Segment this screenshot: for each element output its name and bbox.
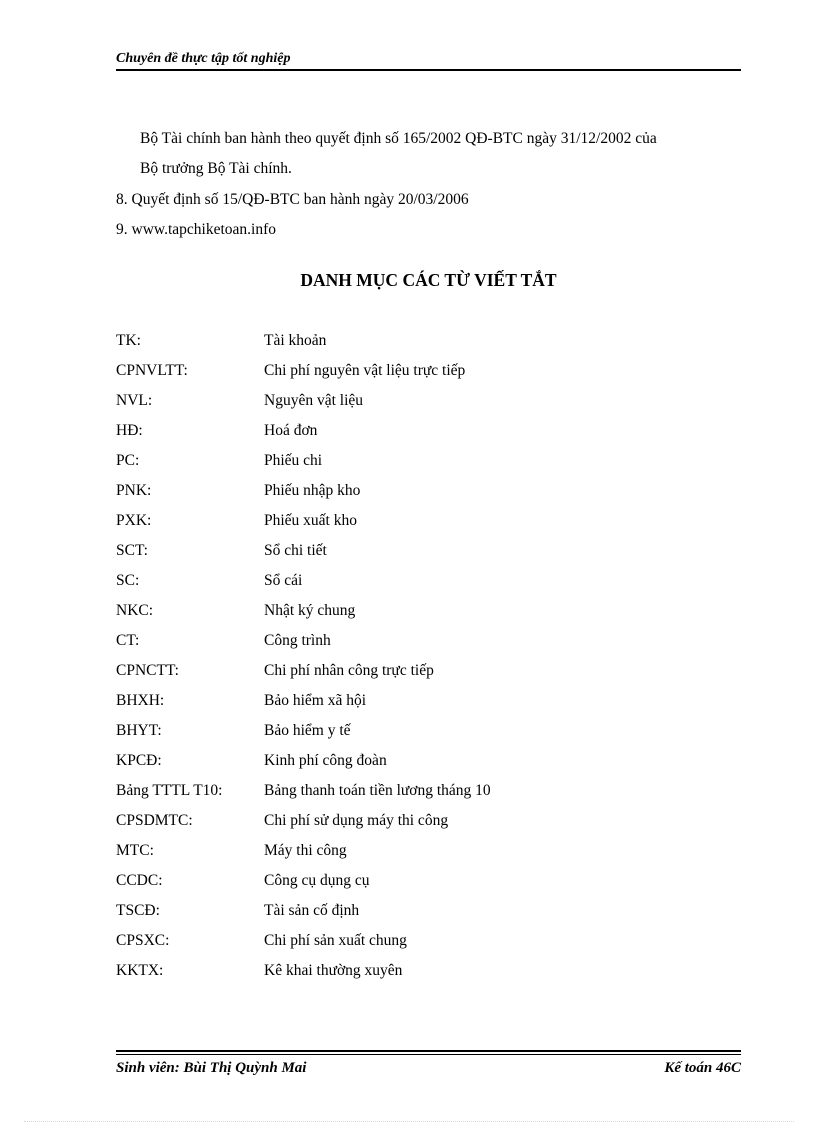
header-divider bbox=[116, 69, 741, 71]
abbreviation-row bbox=[116, 452, 741, 482]
reference-9: 9. www.tapchiketoan.info bbox=[116, 221, 276, 238]
page-header bbox=[116, 50, 741, 71]
abbreviation-meaning: Tài khoản bbox=[264, 332, 327, 349]
abbreviation-meaning: Chi phí nhân công trực tiếp bbox=[264, 662, 434, 679]
abbreviation-code: SC: bbox=[116, 572, 140, 589]
abbreviation-code: BHYT: bbox=[116, 722, 162, 739]
abbreviation-meaning: Kê khai thường xuyên bbox=[264, 962, 403, 979]
abbreviation-row bbox=[116, 722, 741, 752]
page-footer bbox=[116, 1050, 741, 1077]
abbreviation-code: KPCĐ: bbox=[116, 752, 162, 769]
abbreviation-row bbox=[116, 962, 741, 992]
abbreviation-meaning: Tài sản cố định bbox=[264, 902, 360, 919]
abbreviation-meaning: Công cụ dụng cụ bbox=[264, 872, 370, 889]
abbreviation-meaning: Bảo hiểm y tế bbox=[264, 722, 351, 739]
abbreviation-row bbox=[116, 902, 741, 932]
class-name: Kế toán 46C bbox=[664, 1060, 741, 1076]
abbreviation-code: CPNCTT: bbox=[116, 662, 179, 679]
abbreviation-row bbox=[116, 872, 741, 902]
abbreviation-meaning: Máy thi công bbox=[264, 842, 347, 859]
abbreviation-row bbox=[116, 332, 741, 362]
abbreviation-code: HĐ: bbox=[116, 422, 143, 439]
abbreviation-code: TSCĐ: bbox=[116, 902, 160, 919]
student-name: Sinh viên: Bùi Thị Quỳnh Mai bbox=[116, 1060, 307, 1076]
page-edge bbox=[24, 1121, 794, 1122]
abbreviation-meaning: Công trình bbox=[264, 632, 331, 649]
abbreviation-row bbox=[116, 602, 741, 632]
abbreviation-row bbox=[116, 662, 741, 692]
abbreviation-row bbox=[116, 692, 741, 722]
abbreviation-code: MTC: bbox=[116, 842, 154, 859]
footer-divider-thin bbox=[116, 1054, 741, 1055]
abbreviation-row bbox=[116, 572, 741, 602]
abbreviation-code: CPSDMTC: bbox=[116, 812, 193, 829]
abbreviation-code: CCDC: bbox=[116, 872, 163, 889]
reference-7-line-1: Bộ Tài chính ban hành theo quyết định số 165/2002 QĐ-BTC ngày 31/12/2002 của bbox=[140, 130, 657, 147]
abbreviation-row bbox=[116, 752, 741, 782]
abbreviation-code: TK: bbox=[116, 332, 141, 349]
abbreviation-row bbox=[116, 422, 741, 452]
abbreviation-code: KKTX: bbox=[116, 962, 164, 979]
abbreviation-code: BHXH: bbox=[116, 692, 165, 709]
abbreviation-code: Bảng TTTL T10: bbox=[116, 782, 223, 799]
abbreviation-row bbox=[116, 392, 741, 422]
reference-8: 8. Quyết định số 15/QĐ-BTC ban hành ngày 20/03/2006 bbox=[116, 191, 469, 208]
abbreviation-code: CT: bbox=[116, 632, 140, 649]
abbreviation-code: PXK: bbox=[116, 512, 152, 529]
abbreviation-row bbox=[116, 542, 741, 572]
abbreviation-code: CPNVLTT: bbox=[116, 362, 188, 379]
reference-7-line-2: Bộ trưởng Bộ Tài chính. bbox=[140, 160, 292, 177]
abbreviation-code: NKC: bbox=[116, 602, 154, 619]
abbreviation-meaning: Kinh phí công đoàn bbox=[264, 752, 387, 769]
abbreviation-row bbox=[116, 842, 741, 872]
abbreviation-meaning: Nguyên vật liệu bbox=[264, 392, 364, 409]
footer-divider-thick bbox=[116, 1050, 741, 1052]
abbreviation-row bbox=[116, 362, 741, 392]
abbreviation-meaning: Chi phí nguyên vật liệu trực tiếp bbox=[264, 362, 466, 379]
abbreviation-row bbox=[116, 812, 741, 842]
abbreviation-meaning: Hoá đơn bbox=[264, 422, 318, 439]
abbreviation-code: NVL: bbox=[116, 392, 153, 409]
abbreviation-meaning: Bảng thanh toán tiền lương tháng 10 bbox=[264, 782, 491, 799]
abbreviation-meaning: Sổ cái bbox=[264, 572, 303, 589]
abbreviation-row bbox=[116, 512, 741, 542]
abbreviation-meaning: Nhật ký chung bbox=[264, 602, 356, 619]
section-heading: DANH MỤC CÁC TỪ VIẾT TẮT bbox=[300, 270, 557, 290]
abbreviation-code: CPSXC: bbox=[116, 932, 170, 949]
abbreviation-meaning: Bảo hiểm xã hội bbox=[264, 692, 367, 709]
abbreviation-row bbox=[116, 632, 741, 662]
abbreviation-code: PNK: bbox=[116, 482, 152, 499]
document-title: Chuyên đề thực tập tốt nghiệp bbox=[116, 51, 291, 66]
abbreviation-row bbox=[116, 932, 741, 962]
abbreviation-code: SCT: bbox=[116, 542, 148, 559]
abbreviation-list bbox=[116, 332, 741, 992]
footer-row bbox=[116, 1060, 741, 1077]
abbreviation-meaning: Chi phí sản xuất chung bbox=[264, 932, 407, 949]
abbreviation-row bbox=[116, 482, 741, 512]
abbreviation-meaning: Phiếu nhập kho bbox=[264, 482, 361, 499]
abbreviation-meaning: Phiếu chi bbox=[264, 452, 323, 469]
abbreviation-meaning: Sổ chi tiết bbox=[264, 542, 327, 559]
abbreviation-code: PC: bbox=[116, 452, 140, 469]
abbreviation-meaning: Chi phí sử dụng máy thi công bbox=[264, 812, 449, 829]
abbreviation-meaning: Phiếu xuất kho bbox=[264, 512, 357, 529]
abbreviation-row bbox=[116, 782, 741, 812]
